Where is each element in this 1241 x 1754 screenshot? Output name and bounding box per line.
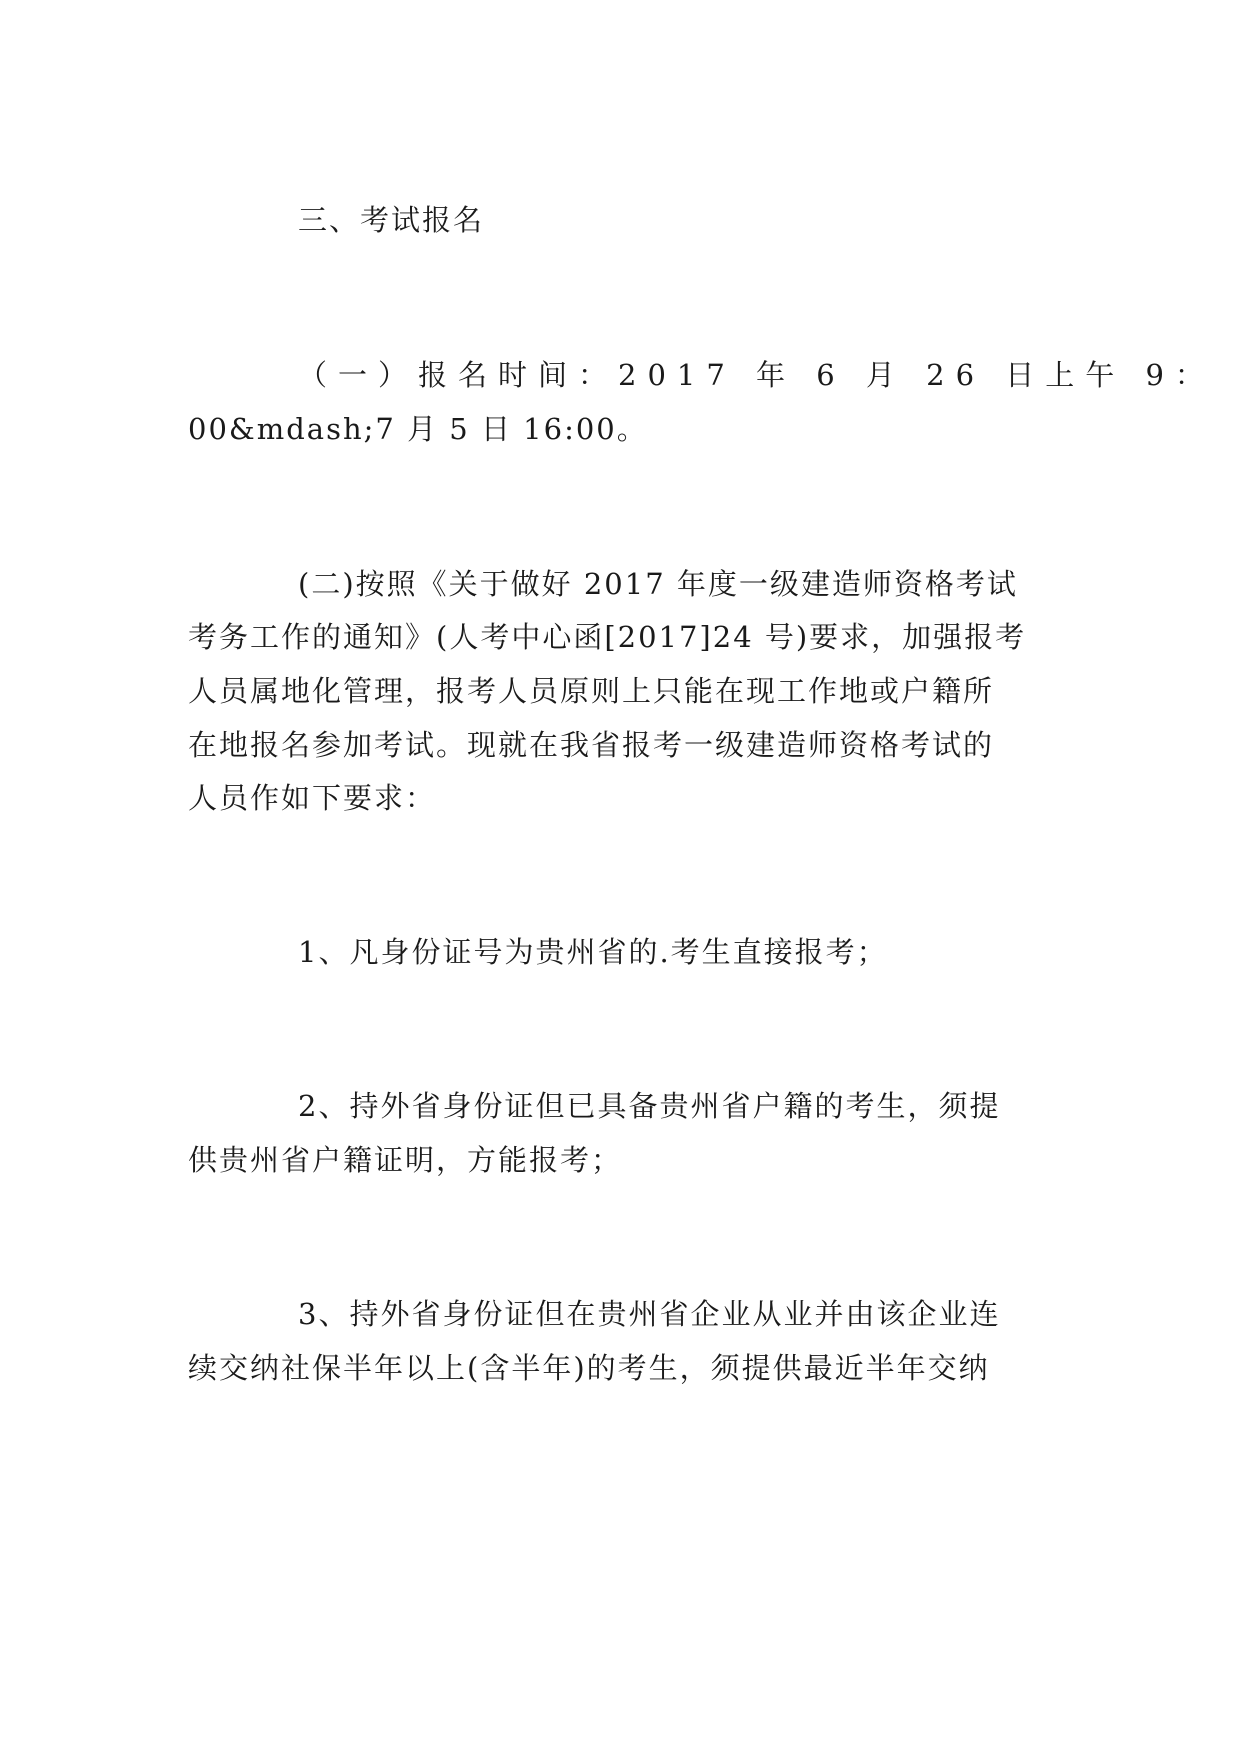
registration-time-line-1: （一）报名时间：2017 年 6 月 26 日上午 9： xyxy=(298,358,1215,392)
registration-time-line-2: 00&mdash;7 月 5 日 16:00。 xyxy=(188,412,648,446)
paragraph-2-line-2: 考务工作的通知》(人考中心函[2017]24 号)要求，加强报考 xyxy=(188,620,1027,654)
paragraph-2-line-1: (二)按照《关于做好 2017 年度一级建造师资格考试 xyxy=(298,567,1018,601)
requirement-3-line-1: 3、持外省身份证但在贵州省企业从业并由该企业连 xyxy=(298,1297,1001,1331)
requirement-2-line-1: 2、持外省身份证但已具备贵州省户籍的考生，须提 xyxy=(298,1089,1001,1123)
requirement-2-line-2: 供贵州省户籍证明，方能报考； xyxy=(188,1143,623,1177)
paragraph-2-line-3: 人员属地化管理，报考人员原则上只能在现工作地或户籍所 xyxy=(188,674,995,708)
requirement-1-line-1: 1、凡身份证号为贵州省的.考生直接报考； xyxy=(298,935,888,969)
requirement-3-line-2: 续交纳社保半年以上(含半年)的考生，须提供最近半年交纳 xyxy=(188,1351,990,1385)
paragraph-2-line-4: 在地报名参加考试。现就在我省报考一级建造师资格考试的 xyxy=(188,728,995,762)
section-heading: 三、考试报名 xyxy=(298,203,485,237)
paragraph-2-line-5: 人员作如下要求： xyxy=(188,781,437,815)
